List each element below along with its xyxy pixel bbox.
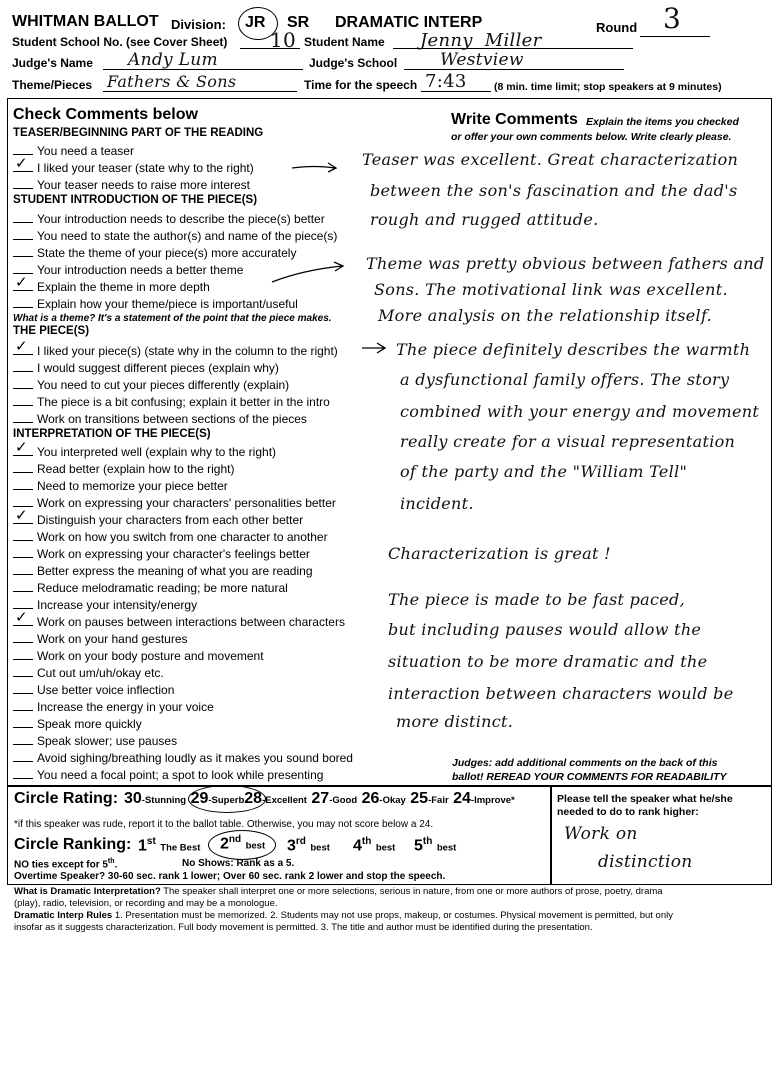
- rank-higher-prompt-b: needed to do to rank higher:: [557, 806, 699, 818]
- rating-option[interactable]: 27-Good: [311, 790, 358, 807]
- check-item[interactable]: Avoid sighing/breathing loudly as it makes you sound bored: [13, 751, 353, 765]
- division-sr: SR: [287, 14, 310, 31]
- check-item[interactable]: Work on transitions between sections of the pieces: [13, 412, 307, 426]
- rank-option[interactable]: 4th best: [353, 836, 396, 855]
- comment-line: Theme was pretty obvious between fathers and: [366, 254, 765, 273]
- check-item[interactable]: ✓ You interpreted well (explain why to the right): [15, 438, 277, 459]
- comment-line: of the party and the "William Tell": [400, 462, 688, 481]
- check-item[interactable]: ✓ Distinguish your characters from each other better: [15, 506, 304, 527]
- overtime-note: Overtime Speaker? 30-60 sec. rank 1 lower; Over 60 sec. rank 2 lower and stop the speech.: [14, 871, 446, 882]
- check-item[interactable]: ✓ Work on pauses between interactions between characters: [15, 608, 345, 629]
- theme-field[interactable]: [103, 91, 297, 92]
- theme-value: Fathers & Sons: [107, 72, 237, 91]
- check-item[interactable]: Your teaser needs to raise more interest: [13, 178, 250, 192]
- comment-line: more distinct.: [396, 712, 514, 731]
- check-item[interactable]: ✓ Explain the theme in more depth: [15, 273, 210, 294]
- comment-line: a dysfunctional family offers. The story: [400, 370, 730, 389]
- check-item[interactable]: Increase your intensity/energy: [13, 598, 197, 612]
- time-value: 7:43: [425, 71, 467, 92]
- check-comments-title: Check Comments below: [13, 106, 198, 123]
- round-value: 3: [663, 2, 682, 35]
- judge-name-label: Judge's Name: [12, 56, 93, 70]
- check-item[interactable]: Speak slower; use pauses: [13, 734, 177, 748]
- check-item[interactable]: Your introduction needs to describe the piece(s) better: [13, 212, 325, 226]
- time-note: (8 min. time limit; stop speakers at 9 minutes): [494, 81, 722, 93]
- round-label: Round: [596, 20, 638, 35]
- check-item[interactable]: Work on your body posture and movement: [13, 649, 264, 663]
- check-item[interactable]: ✓ I liked your piece(s) (state why in the column to the right): [15, 337, 338, 358]
- comment-line: but including pauses would allow the: [388, 620, 702, 639]
- event-name: DRAMATIC INTERP: [335, 14, 483, 31]
- arrow-icon: [290, 160, 340, 176]
- ballot-title: WHITMAN BALLOT: [12, 13, 159, 30]
- check-item[interactable]: Work on expressing your character's feelings better: [13, 547, 310, 561]
- check-item[interactable]: I would suggest different pieces (explain why): [13, 361, 279, 375]
- comment-line: interaction between characters would be: [388, 684, 734, 703]
- check-item[interactable]: Use better voice inflection: [13, 683, 174, 697]
- check-item[interactable]: ✓ I liked your teaser (state why to the right): [15, 154, 254, 175]
- section-piece: THE PIECE(S): [13, 325, 90, 337]
- check-item[interactable]: Better express the meaning of what you are reading: [13, 564, 313, 578]
- rating-option[interactable]: 25-Fair: [410, 790, 449, 807]
- comment-line: incident.: [400, 494, 474, 513]
- rank-higher-line-2: distinction: [598, 852, 693, 872]
- definition-line-1: What is Dramatic Interpretation? The speaker shall interpret one or more selections, serious in nature, from one or more authors of prose, poetry, drama: [14, 886, 663, 897]
- comment-line: The piece is made to be fast paced,: [388, 590, 685, 609]
- judge-note-a: Judges: add additional comments on the back of this: [452, 757, 718, 769]
- check-item[interactable]: Read better (explain how to the right): [13, 462, 234, 476]
- ranking-selected-circle: [208, 830, 276, 860]
- comment-line: really create for a visual representation: [400, 432, 736, 451]
- rank-option[interactable]: 3rd best: [287, 836, 330, 855]
- write-instructions-b: or offer your own comments below. Write clearly please.: [451, 131, 732, 143]
- check-item[interactable]: Cut out um/uh/okay etc.: [13, 666, 164, 680]
- time-label: Time for the speech: [304, 78, 418, 92]
- comment-line: The piece definitely describes the warmth: [396, 340, 751, 359]
- section-interp: INTERPRETATION OF THE PIECE(S): [13, 428, 211, 440]
- check-item[interactable]: Work on expressing your characters' personalities better: [13, 496, 336, 510]
- judge-school-label: Judge's School: [309, 56, 398, 70]
- arrow-icon: [360, 340, 390, 356]
- check-item[interactable]: Work on how you switch from one character to another: [13, 530, 328, 544]
- section-intro: STUDENT INTRODUCTION OF THE PIECE(S): [13, 194, 258, 206]
- school-no-label: Student School No. (see Cover Sheet): [12, 35, 228, 49]
- rating-options: 30-Stunning 29-Superb28-Excellent 27-Good 26-Okay 25-Fair 24-Improve*: [124, 790, 515, 807]
- comment-line: situation to be more dramatic and the: [388, 652, 708, 671]
- section-teaser: TEASER/BEGINNING PART OF THE READING: [13, 127, 264, 139]
- check-item[interactable]: You need a teaser: [13, 144, 134, 158]
- check-item[interactable]: You need a focal point; a spot to look while presenting: [13, 768, 323, 782]
- comment-line: Sons. The motivational link was excellent.: [374, 280, 728, 299]
- comment-line: combined with your energy and movement: [400, 402, 760, 421]
- rating-divider: [550, 786, 552, 885]
- student-name-value: Jenny Miller: [420, 30, 542, 51]
- division-jr: JR: [245, 14, 266, 31]
- definition-line-2: (play), radio, television, or recording and may be a monologue.: [14, 898, 278, 909]
- ranking-label: Circle Ranking:: [14, 836, 132, 853]
- check-item[interactable]: Need to memorize your piece better: [13, 479, 228, 493]
- comment-line: Characterization is great !: [388, 544, 611, 563]
- check-item[interactable]: Increase the energy in your voice: [13, 700, 214, 714]
- comment-line: between the son's fascination and the dad's: [370, 181, 738, 200]
- ties-note: NO ties except for 5th.: [14, 858, 118, 871]
- check-item[interactable]: Your introduction needs a better theme: [13, 263, 243, 277]
- rating-label: Circle Rating:: [14, 790, 119, 807]
- judge-school-value: Westview: [440, 50, 524, 70]
- division-label: Division:: [171, 17, 226, 32]
- rules-line-2: insofar as it suggests characterization. Full body movement is permitted. 3. The title and author must be identified during the presentation.: [14, 922, 593, 933]
- check-item[interactable]: Explain how your theme/piece is important/useful: [13, 297, 298, 311]
- student-name-label: Student Name: [304, 35, 385, 49]
- rank-higher-prompt-a: Please tell the speaker what he/she: [557, 793, 733, 805]
- write-comments-title: Write Comments: [451, 111, 578, 128]
- theme-definition-note: What is a theme? It's a statement of the point that the piece makes.: [13, 313, 332, 324]
- rules-line-1: Dramatic Interp Rules 1. Presentation must be memorized. 2. Students may not use props, makeup, or costumes. Physical movement is permitted, but only: [14, 910, 673, 921]
- check-item[interactable]: Reduce melodramatic reading; be more natural: [13, 581, 288, 595]
- rank-higher-line-1: Work on: [564, 824, 638, 844]
- rude-note: *if this speaker was rude, report it to the ballot table. Otherwise, you may not score below a 24.: [14, 819, 434, 830]
- check-item[interactable]: Speak more quickly: [13, 717, 142, 731]
- rating-option[interactable]: 26-Okay: [361, 790, 406, 807]
- noshows-note: No Shows: Rank as a 5.: [182, 858, 295, 869]
- rating-selected-circle: [188, 785, 266, 813]
- judge-note-b: ballot! REREAD YOUR COMMENTS FOR READABILITY: [452, 771, 727, 783]
- rating-option[interactable]: 30-Stunning: [124, 790, 187, 807]
- judge-name-value: Andy Lum: [128, 50, 218, 70]
- write-instructions-a: Explain the items you checked: [586, 116, 739, 128]
- rating-option[interactable]: 28: [244, 790, 263, 807]
- rating-option[interactable]: 29-Superb: [190, 790, 245, 807]
- rank-option[interactable]: 1st The Best: [138, 836, 201, 855]
- comment-line: More analysis on the relationship itself.: [378, 306, 712, 325]
- check-item[interactable]: The piece is a bit confusing; explain it better in the intro: [13, 395, 330, 409]
- rank-option[interactable]: 2nd best: [220, 834, 266, 853]
- check-item[interactable]: You need to state the author(s) and name of the piece(s): [13, 229, 337, 243]
- check-item[interactable]: Work on your hand gestures: [13, 632, 188, 646]
- check-item[interactable]: You need to cut your pieces differently (explain): [13, 378, 289, 392]
- rating-option[interactable]: 24-Improve*: [453, 790, 515, 807]
- arrow-icon: [268, 260, 348, 286]
- school-no-value: 10: [270, 28, 297, 52]
- check-item[interactable]: State the theme of your piece(s) more accurately: [13, 246, 296, 260]
- comment-line: rough and rugged attitude.: [370, 210, 599, 229]
- rank-option[interactable]: 5th best: [414, 836, 457, 855]
- theme-label: Theme/Pieces: [12, 78, 93, 92]
- comment-line: Teaser was excellent. Great characterization: [362, 150, 739, 169]
- round-field[interactable]: [640, 36, 710, 37]
